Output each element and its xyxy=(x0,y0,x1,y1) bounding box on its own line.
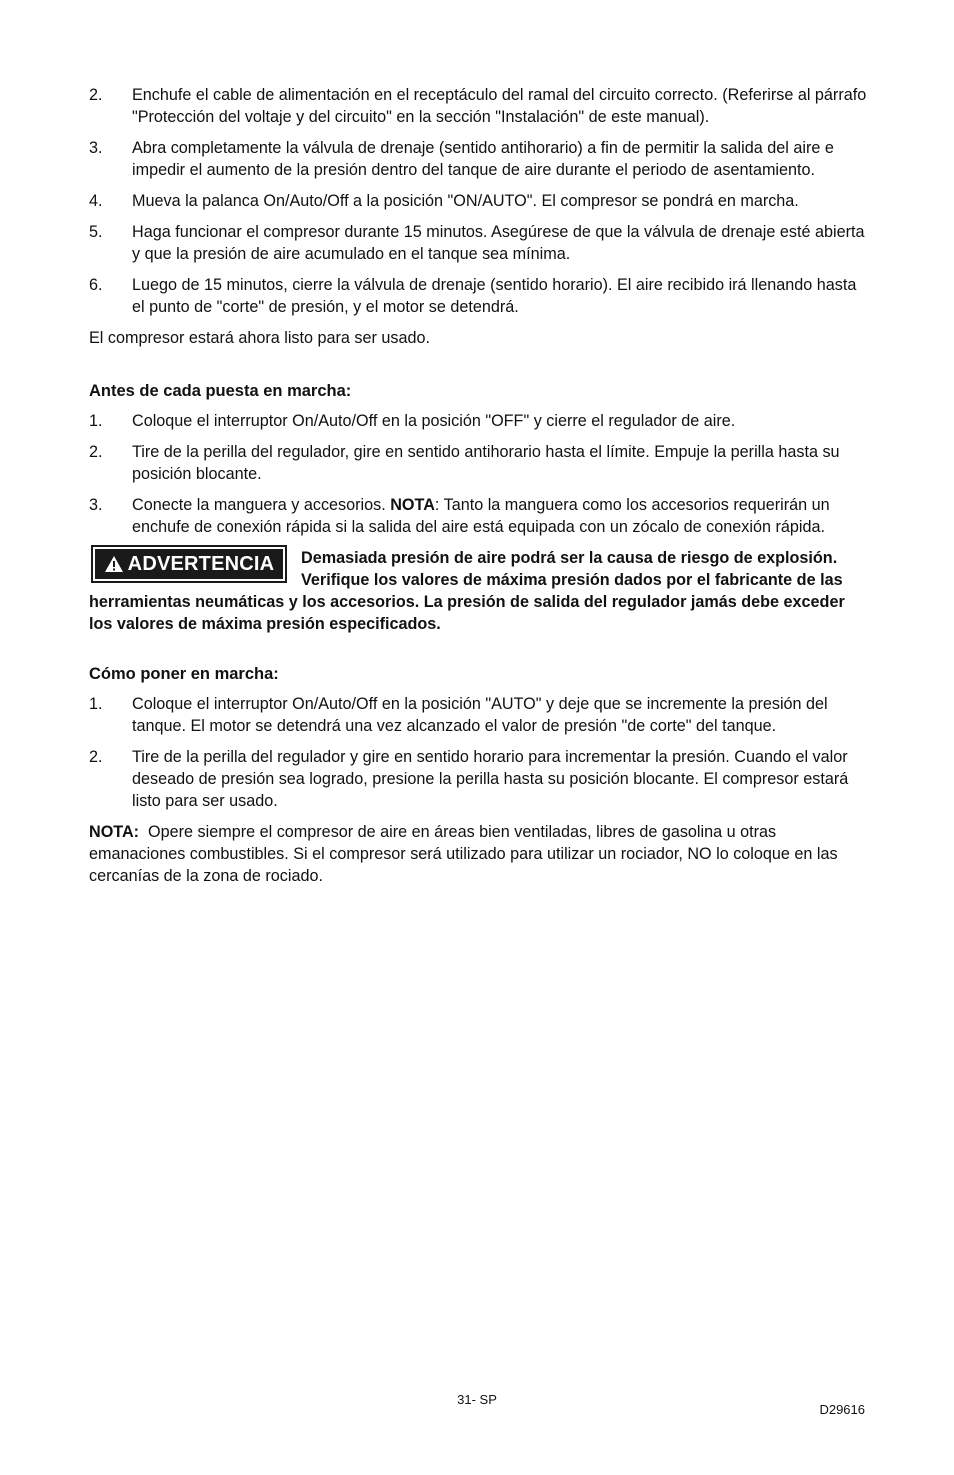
list-item-text: Coloque el interruptor On/Auto/Off en la posición "AUTO" y deje que se incremente la presión del tanque. El motor se detendrá una vez alcanzado el valor de presión "de corte" del tanque. xyxy=(132,695,828,735)
list-item-number: 6. xyxy=(89,276,103,294)
list-item-text-post: : Tanto la manguera como los accesorios requerirán un enchufe de conexión rápida si la salida del aire está equipada con un zócalo de conexión rápida. xyxy=(132,496,830,536)
list-item xyxy=(89,494,867,538)
list-item-text: Tire de la perilla del regulador, gire en sentido antihorario hasta el límite. Empuje la perilla hasta su posición blocante. xyxy=(132,443,840,483)
warning-badge xyxy=(93,547,285,581)
section-heading-before-start: Antes de cada puesta en marcha: xyxy=(89,382,352,400)
list-item-text: Luego de 15 minutos, cierre la válvula de drenaje (sentido horario). El aire recibido irá llenando hasta el punto de "corte" de presión, y el motor se detendrá. xyxy=(132,276,857,316)
list-item xyxy=(89,693,867,737)
intro-list xyxy=(89,84,867,318)
list-item-number: 2. xyxy=(89,443,103,461)
list-item xyxy=(89,410,867,432)
list-item-number: 3. xyxy=(89,496,103,514)
list-item xyxy=(89,221,867,265)
warning-block xyxy=(89,547,867,635)
list-item-number: 5. xyxy=(89,223,103,241)
note-text: Opere siempre el compresor de aire en áreas bien ventiladas, libres de gasolina u otras emanaciones combustibles. Si el compresor será utilizado para utilizar un rociador, NO lo coloque en las cercanías de la zona de rociado. xyxy=(89,823,843,885)
list-item xyxy=(89,274,867,318)
manual-page-content xyxy=(89,84,867,896)
section-heading-how-to-start: Cómo poner en marcha: xyxy=(89,665,279,683)
list-item-number: 2. xyxy=(89,86,103,104)
note-label: NOTA: xyxy=(89,823,140,841)
nota-inline-label: NOTA xyxy=(390,496,435,514)
warning-label: ADVERTENCIA xyxy=(127,553,275,575)
list-item xyxy=(89,190,867,212)
before-start-list xyxy=(89,410,867,538)
how-to-start-list xyxy=(89,693,867,812)
document-code: D29616 xyxy=(819,1402,865,1417)
list-item-text: Mueva la palanca On/Auto/Off a la posición "ON/AUTO". El compresor se pondrá en marcha. xyxy=(132,192,799,210)
list-item xyxy=(89,441,867,485)
list-item xyxy=(89,84,867,128)
list-item-number: 4. xyxy=(89,192,103,210)
list-item-text: Abra completamente la válvula de drenaje (sentido antihorario) a fin de permitir la salida del aire e impedir el aumento de la presión dentro del tanque de aire durante el periodo de asentamiento. xyxy=(132,139,834,179)
list-item-text: Coloque el interruptor On/Auto/Off en la posición "OFF" y cierre el regulador de aire. xyxy=(132,412,736,430)
page-number: 31- SP xyxy=(457,1392,497,1407)
note-paragraph xyxy=(89,821,867,887)
list-item-number: 1. xyxy=(89,412,103,430)
list-item-text: Tire de la perilla del regulador y gire en sentido horario para incrementar la presión. Cuando el valor deseado de presión sea logrado, presione la perilla hasta su posición blocante. El compresor estará listo para ser usado. xyxy=(132,748,849,810)
list-item-number: 2. xyxy=(89,748,103,766)
warning-text: Demasiada presión de aire podrá ser la causa de riesgo de explosión. Verifique los valores de máxima presión dados por el fabricante de las herramientas neumáticas y los accesorios. La presión de salida del regulador jamás debe exceder los valores de máxima presión especificados. xyxy=(89,549,845,633)
list-item xyxy=(89,746,867,812)
list-item-text: Enchufe el cable de alimentación en el receptáculo del ramal del circuito correcto. (Referirse al párrafo "Protección del voltaje y del circuito" en la sección "Instalación" de este manual). xyxy=(132,86,867,126)
list-item-text xyxy=(132,494,867,538)
ready-statement: El compresor estará ahora listo para ser usado. xyxy=(89,329,431,347)
list-item-text: Haga funcionar el compresor durante 15 minutos. Asegúrese de que la válvula de drenaje esté abierta y que la presión de aire acumulado en el tanque sea mínima. xyxy=(132,223,865,263)
warning-triangle-icon xyxy=(104,555,124,573)
list-item-number: 3. xyxy=(89,139,103,157)
list-item xyxy=(89,137,867,181)
list-item-text-pre: Conecte la manguera y accesorios. xyxy=(132,496,391,514)
list-item-number: 1. xyxy=(89,695,103,713)
